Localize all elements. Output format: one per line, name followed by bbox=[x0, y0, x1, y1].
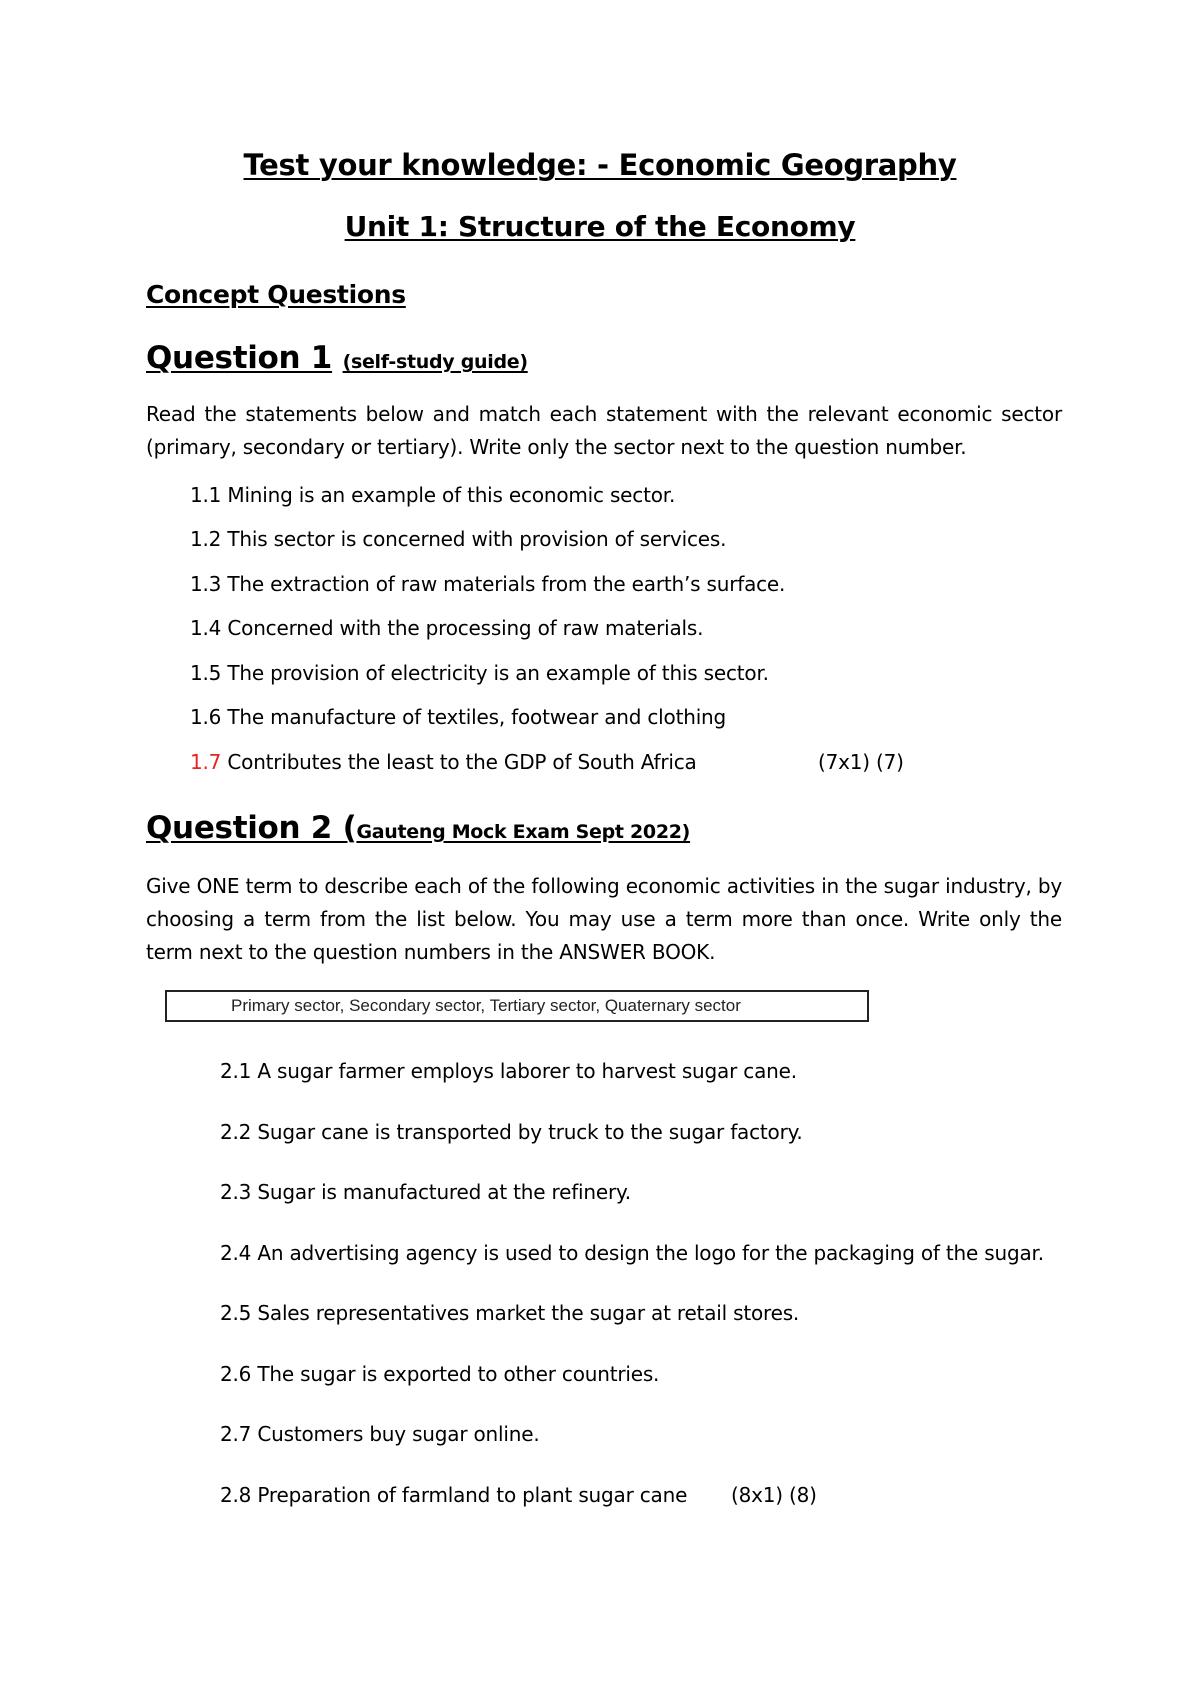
question-1-source: (self-study guide) bbox=[342, 351, 528, 373]
concept-heading: Concept Questions bbox=[146, 280, 406, 309]
question-2-marks: (8x1) (8) bbox=[731, 1483, 817, 1507]
list-item: 1.1 Mining is an example of this economic sector. bbox=[190, 483, 676, 507]
list-item: 2.4 An advertising agency is used to design the logo for the packaging of the sugar. bbox=[220, 1241, 1044, 1265]
list-item: 2.8 Preparation of farmland to plant sugar cane bbox=[220, 1483, 688, 1507]
question-1-instructions: Read the statements below and match each statement with the relevant economic sector (primary, secondary or tertiary). Write only the sector next to the question number. bbox=[146, 402, 1062, 459]
page-title: Test your knowledge: - Economic Geography bbox=[243, 148, 957, 182]
question-2-source: Gauteng Mock Exam Sept 2022) bbox=[356, 821, 691, 843]
list-item: 2.2 Sugar cane is transported by truck to the sugar factory. bbox=[220, 1120, 803, 1144]
list-item: 1.5 The provision of electricity is an example of this sector. bbox=[190, 661, 769, 685]
list-item: 2.6 The sugar is exported to other countries. bbox=[220, 1362, 660, 1386]
list-item: 2.3 Sugar is manufactured at the refinery. bbox=[220, 1180, 631, 1204]
list-item: 2.7 Customers buy sugar online. bbox=[220, 1422, 540, 1446]
term-list-box: Primary sector, Secondary sector, Tertiary sector, Quaternary sector bbox=[165, 990, 869, 1022]
question-2-instructions: Give ONE term to describe each of the following economic activities in the sugar industry, by choosing a term from the list below. You may use a term more than once. Write only the term next to the question numbers in the ANSWER BOOK. bbox=[146, 874, 1062, 964]
list-item: 2.5 Sales representatives market the sugar at retail stores. bbox=[220, 1301, 800, 1325]
list-item: 1.2 This sector is concerned with provision of services. bbox=[190, 527, 727, 551]
list-item: 1.3 The extraction of raw materials from the earth’s surface. bbox=[190, 572, 786, 596]
question-1-marks: (7x1) (7) bbox=[818, 750, 904, 774]
list-item: 1.4 Concerned with the processing of raw materials. bbox=[190, 616, 704, 640]
unit-title: Unit 1: Structure of the Economy bbox=[344, 210, 856, 243]
list-item: 1.6 The manufacture of textiles, footwear and clothing bbox=[190, 705, 727, 729]
list-item: 1.7 Contributes the least to the GDP of South Africa bbox=[190, 750, 697, 774]
question-2-heading: Question 2 (Gauteng Mock Exam Sept 2022) bbox=[146, 810, 691, 846]
list-item: 2.1 A sugar farmer employs laborer to harvest sugar cane. bbox=[220, 1059, 797, 1083]
question-1-heading: Question 1 (self-study guide) bbox=[146, 340, 528, 376]
